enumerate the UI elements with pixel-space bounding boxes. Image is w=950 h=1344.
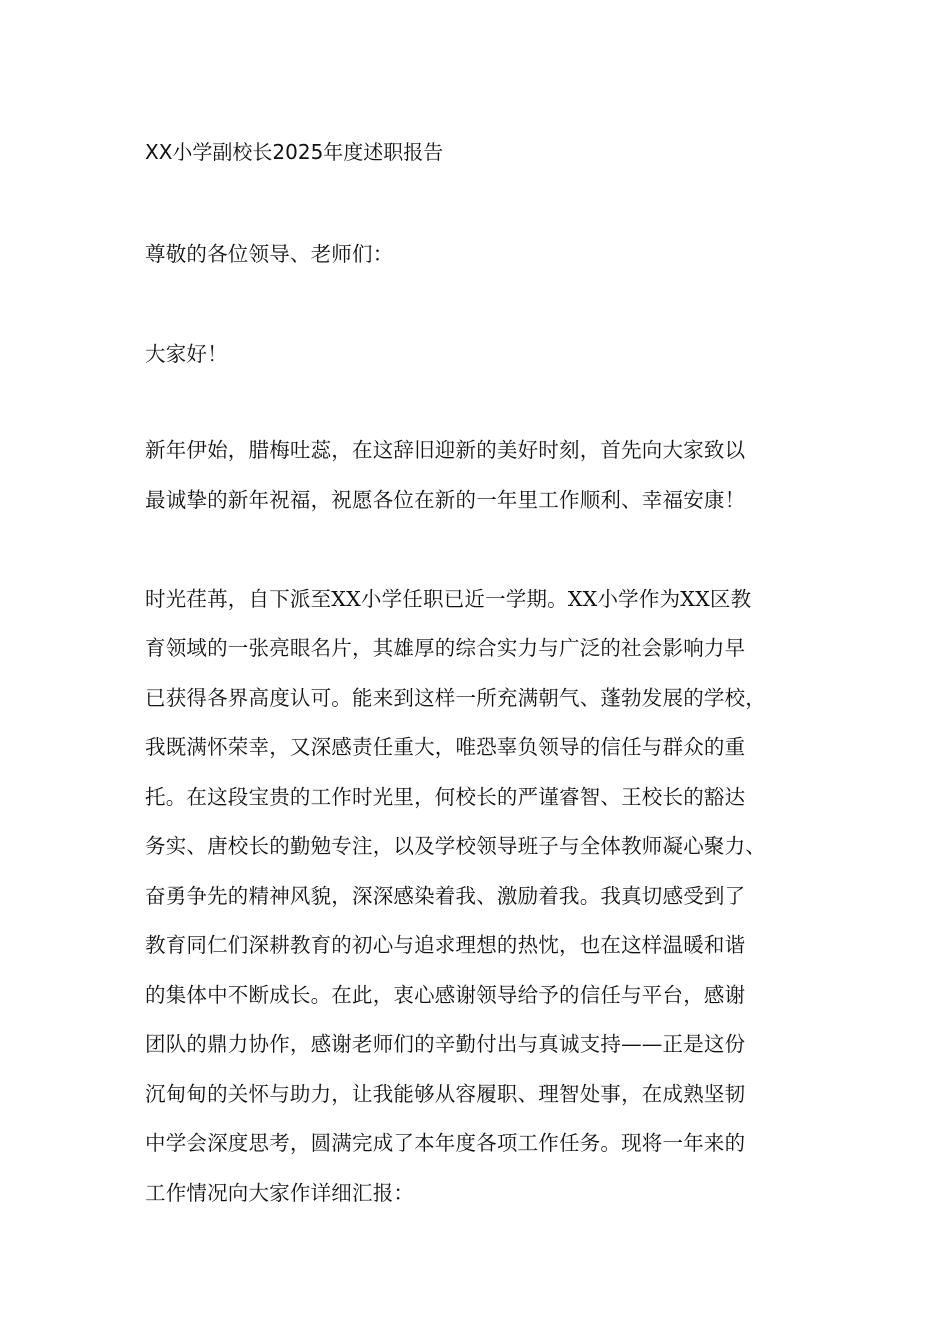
paragraph-line: 已获得各界高度认可。能来到这样一所充满朝气、蓬勃发展的学校， <box>145 686 766 710</box>
paragraph-line: 沉甸甸的关怀与助力，让我能够从容履职、理智处事，在成熟坚韧 <box>145 1082 746 1106</box>
paragraph-line: 工作情况向大家作详细汇报： <box>145 1181 415 1205</box>
paragraph-line: 务实、唐校长的勤勉专注，以及学校领导班子与全体教师凝心聚力、 <box>145 834 766 858</box>
paragraph-line: 的集体中不断成长。在此，衷心感谢领导给予的信任与平台，感谢 <box>145 983 746 1007</box>
paragraph-line: 托。在这段宝贵的工作时光里，何校长的严谨睿智、王校长的豁达 <box>145 785 746 809</box>
paragraph-line: 最诚挚的新年祝福，祝愿各位在新的一年里工作顺利、幸福安康！ <box>145 488 746 512</box>
paragraph-line: 团队的鼎力协作，感谢老师们的辛勤付出与真诚支持——正是这份 <box>145 1032 746 1056</box>
report-title: XX小学副校长2025年度述职报告 <box>145 140 444 164</box>
paragraph-line: 时光荏苒，自下派至XX小学任职已近一学期。XX小学作为XX区教 <box>145 587 752 611</box>
paragraph-line: 教育同仁们深耕教育的初心与追求理想的热忱，也在这样温暖和谐 <box>145 933 746 957</box>
paragraph-line: 我既满怀荣幸，又深感责任重大，唯恐辜负领导的信任与群众的重 <box>145 735 746 759</box>
greeting: 大家好！ <box>145 342 228 366</box>
paragraph-line: 新年伊始，腊梅吐蕊，在这辞旧迎新的美好时刻，首先向大家致以 <box>145 438 746 462</box>
paragraph-line: 奋勇争先的精神风貌，深深感染着我、激励着我。我真切感受到了 <box>145 884 746 908</box>
paragraph-line: 育领域的一张亮眼名片，其雄厚的综合实力与广泛的社会影响力早 <box>145 636 746 660</box>
salutation: 尊敬的各位领导、老师们： <box>145 242 394 266</box>
paragraph-line: 中学会深度思考，圆满完成了本年度各项工作任务。现将一年来的 <box>145 1131 746 1155</box>
